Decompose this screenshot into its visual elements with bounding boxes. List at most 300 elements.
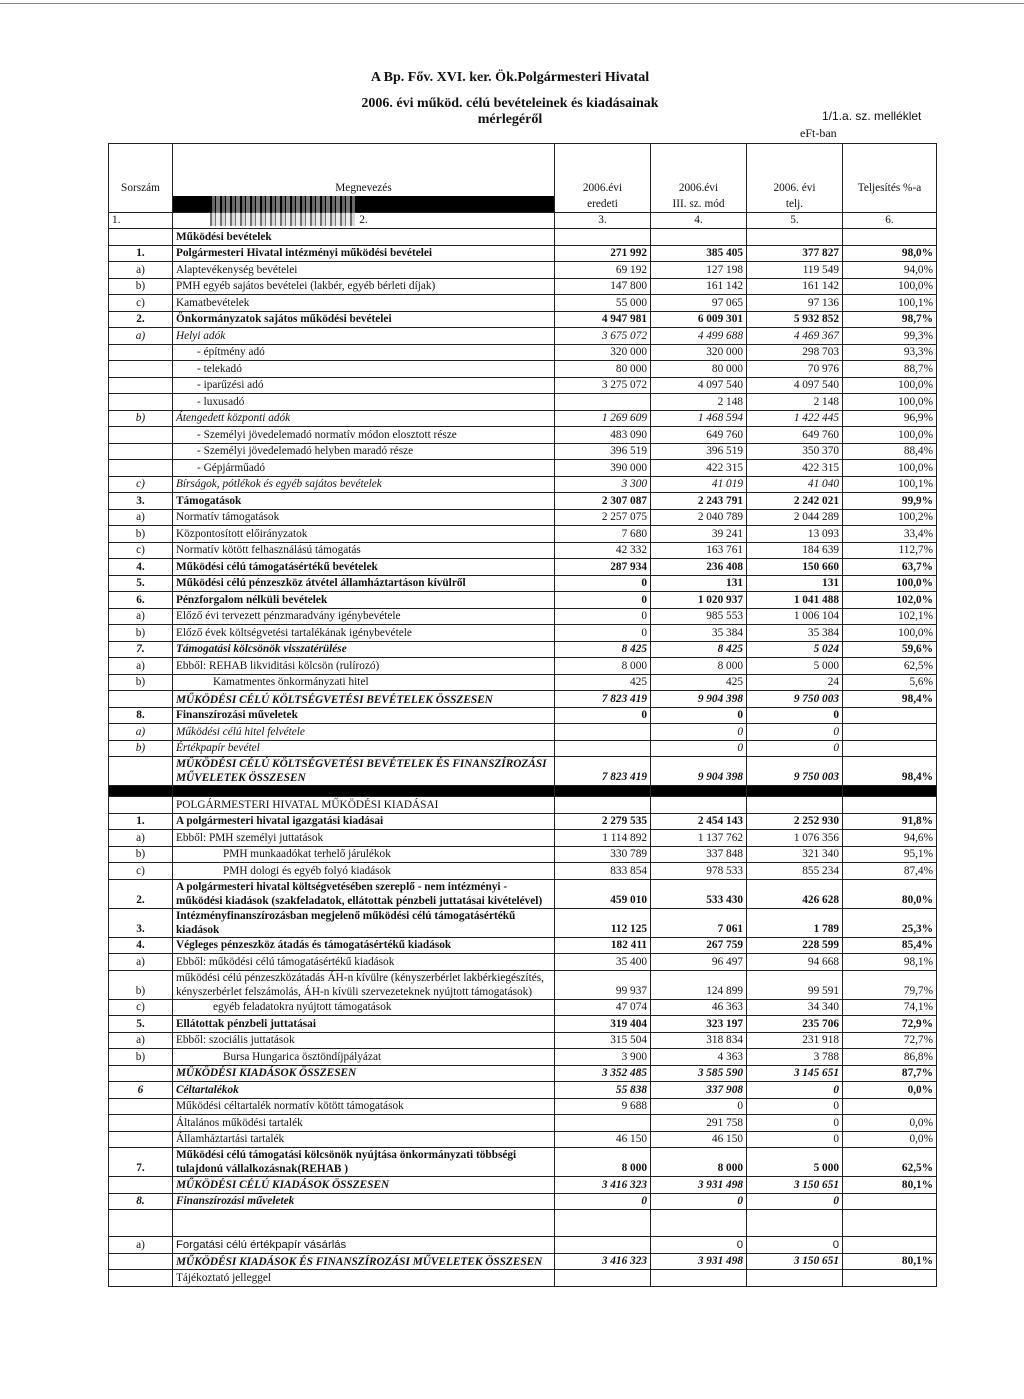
row-number: b) (109, 674, 173, 691)
row-number: 6. (109, 592, 173, 609)
row-number (109, 443, 173, 460)
table-row (109, 443, 937, 460)
value-modositott: 985 553 (651, 608, 747, 625)
value-teljesites: 9 750 003 (747, 757, 843, 786)
value-teljesites: 0 (747, 1115, 843, 1132)
value-modositott: 6 009 301 (651, 311, 747, 328)
table-row (109, 245, 937, 262)
value-modositott: 39 241 (651, 526, 747, 543)
value-eredeti: 35 400 (555, 954, 651, 971)
row-number: c) (109, 542, 173, 559)
row-label: - iparűzési adó (173, 377, 555, 394)
value-percent (843, 786, 937, 797)
value-eredeti: 112 125 (555, 908, 651, 937)
value-teljesites: 41 040 (747, 476, 843, 493)
value-percent: 100,0% (843, 625, 937, 642)
value-eredeti: 7 823 419 (555, 691, 651, 708)
value-percent: 25,3% (843, 908, 937, 937)
table-row (109, 863, 937, 880)
table-row (109, 937, 937, 954)
value-modositott: 1 468 594 (651, 410, 747, 427)
value-eredeti: 55 000 (555, 295, 651, 312)
colnum-6: 6. (843, 212, 937, 229)
value-modositott: 267 759 (651, 937, 747, 954)
value-percent: 100,0% (843, 427, 937, 444)
value-percent: 98,7% (843, 311, 937, 328)
row-number: b) (109, 1049, 173, 1066)
value-eredeti: 396 519 (555, 443, 651, 460)
table-row (109, 394, 937, 411)
value-percent: 79,7% (843, 970, 937, 999)
value-teljesites: 24 (747, 674, 843, 691)
value-modositott: 97 065 (651, 295, 747, 312)
col-mod-year: 2006.évi (651, 144, 747, 197)
row-label: PMH munkaadókat terhelő járulékok (173, 846, 555, 863)
value-percent: 100,0% (843, 460, 937, 477)
value-eredeti (555, 797, 651, 814)
table-row (109, 410, 937, 427)
value-modositott: 978 533 (651, 863, 747, 880)
row-number: 7. (109, 641, 173, 658)
table-row (109, 1131, 937, 1148)
row-number (109, 427, 173, 444)
row-label: Működési célú támogatási kölcsönök nyújtása önkormányzati többségi tulajdonú vállalkozásnak(REHAB ) (173, 1148, 555, 1177)
row-number: 7. (109, 1148, 173, 1177)
table-row (109, 1049, 937, 1066)
row-number: a) (109, 1032, 173, 1049)
row-label: Értékpapír bevétel (173, 740, 555, 757)
value-eredeti: 3 275 072 (555, 377, 651, 394)
table-row (109, 460, 937, 477)
table-row (109, 1082, 937, 1099)
col-eredeti: eredeti (555, 196, 651, 212)
value-eredeti: 425 (555, 674, 651, 691)
col-sorszam: Sorszám (109, 144, 173, 197)
row-number (109, 786, 173, 797)
value-teljesites: 3 145 651 (747, 1065, 843, 1082)
value-modositott (651, 797, 747, 814)
value-eredeti: 69 192 (555, 262, 651, 279)
row-number: a) (109, 608, 173, 625)
row-number (109, 460, 173, 477)
row-label: Pénzforgalom nélküli bevételek (173, 592, 555, 609)
value-modositott: 9 904 398 (651, 757, 747, 786)
value-eredeti: 0 (555, 707, 651, 724)
colnum-1: 1. (109, 212, 173, 229)
value-percent: 98,0% (843, 245, 937, 262)
table-row (109, 1016, 937, 1033)
value-teljesites: 1 076 356 (747, 830, 843, 847)
value-teljesites: 235 706 (747, 1016, 843, 1033)
value-teljesites: 3 150 651 (747, 1177, 843, 1194)
value-eredeti: 2 257 075 (555, 509, 651, 526)
value-teljesites: 5 000 (747, 1148, 843, 1177)
value-eredeti (555, 394, 651, 411)
row-number: c) (109, 863, 173, 880)
row-number (109, 1098, 173, 1115)
value-modositott: 35 384 (651, 625, 747, 642)
value-percent: 91,8% (843, 813, 937, 830)
table-row (109, 1032, 937, 1049)
value-modositott: 0 (651, 1098, 747, 1115)
row-label: Előző évek költségvetési tartalékának igénybevétele (173, 625, 555, 642)
value-modositott: 291 758 (651, 1115, 747, 1132)
value-teljesites: 1 006 104 (747, 608, 843, 625)
row-label: működési célú pénzeszközátadás ÁH-n kívülre (kényszerbérlet lakbérkiegészítés, kényszerbérlet felszámolás, ÁH-n kívüli szervezeteknek nyújtott támogatások) (173, 970, 555, 999)
value-percent: 94,0% (843, 262, 937, 279)
value-eredeti: 147 800 (555, 278, 651, 295)
unit-label: eFt-ban (800, 126, 837, 140)
row-label: PMH egyéb sajátos bevételei (lakbér, egyéb bérleti díjak) (173, 278, 555, 295)
row-number: 4. (109, 559, 173, 576)
value-eredeti: 3 675 072 (555, 328, 651, 345)
value-teljesites (747, 786, 843, 797)
value-modositott: 1 137 762 (651, 830, 747, 847)
value-eredeti: 3 416 323 (555, 1177, 651, 1194)
value-teljesites: 34 340 (747, 999, 843, 1016)
value-eredeti: 9 688 (555, 1098, 651, 1115)
value-modositott: 4 363 (651, 1049, 747, 1066)
value-teljesites (747, 1210, 843, 1237)
value-eredeti: 0 (555, 575, 651, 592)
table-row (109, 691, 937, 708)
value-teljesites: 0 (747, 1082, 843, 1099)
row-number: b) (109, 625, 173, 642)
value-modositott: 533 430 (651, 879, 747, 908)
table-row (109, 344, 937, 361)
value-modositott: 0 (651, 707, 747, 724)
table-row (109, 1148, 937, 1177)
value-modositott: 4 499 688 (651, 328, 747, 345)
value-percent: 62,5% (843, 658, 937, 675)
row-number: 3. (109, 908, 173, 937)
value-teljesites: 2 044 289 (747, 509, 843, 526)
table-row (109, 608, 937, 625)
table-row (109, 1098, 937, 1115)
row-label: Ellátottak pénzbeli juttatásai (173, 1016, 555, 1033)
value-percent: 63,7% (843, 559, 937, 576)
value-modositott: 649 760 (651, 427, 747, 444)
table-row (109, 575, 937, 592)
col-eredeti-year: 2006.évi (555, 144, 651, 197)
row-label: Helyi adók (173, 328, 555, 345)
value-percent: 100,0% (843, 377, 937, 394)
row-number: a) (109, 1237, 173, 1254)
row-number: 3. (109, 493, 173, 510)
row-label: Normatív támogatások (173, 509, 555, 526)
table-body (109, 229, 937, 1287)
row-label: Működési célú pénzeszköz átvétel államháztartáson kívülről (173, 575, 555, 592)
value-teljesites: 9 750 003 (747, 691, 843, 708)
value-teljesites: 1 789 (747, 908, 843, 937)
table-row (109, 1270, 937, 1287)
value-eredeti: 0 (555, 625, 651, 642)
value-modositott: 8 000 (651, 658, 747, 675)
value-teljesites: 5 932 852 (747, 311, 843, 328)
value-percent (843, 1098, 937, 1115)
value-teljesites: 3 150 651 (747, 1253, 843, 1270)
table-row (109, 1253, 937, 1270)
value-teljesites: 649 760 (747, 427, 843, 444)
value-teljesites: 298 703 (747, 344, 843, 361)
table-row (109, 797, 937, 814)
row-label: Államháztartási tartalék (173, 1131, 555, 1148)
value-teljesites: 13 093 (747, 526, 843, 543)
value-teljesites: 0 (747, 1098, 843, 1115)
table-row (109, 427, 937, 444)
value-percent: 100,0% (843, 575, 937, 592)
value-modositott: 161 142 (651, 278, 747, 295)
value-percent: 100,0% (843, 394, 937, 411)
row-label: Támogatások (173, 493, 555, 510)
row-number: c) (109, 295, 173, 312)
value-eredeti: 3 352 485 (555, 1065, 651, 1082)
value-teljesites: 70 976 (747, 361, 843, 378)
value-eredeti: 0 (555, 1193, 651, 1210)
value-percent: 5,6% (843, 674, 937, 691)
value-percent (843, 1270, 937, 1287)
row-number: a) (109, 830, 173, 847)
header-row (109, 144, 937, 197)
row-number: 2. (109, 879, 173, 908)
row-number (109, 394, 173, 411)
value-eredeti: 8 000 (555, 1148, 651, 1177)
value-eredeti: 3 900 (555, 1049, 651, 1066)
value-percent: 98,1% (843, 954, 937, 971)
value-eredeti: 1 269 609 (555, 410, 651, 427)
row-label (173, 786, 555, 797)
value-modositott: 96 497 (651, 954, 747, 971)
row-label: Végleges pénzeszköz átadás és támogatásértékű kiadások (173, 937, 555, 954)
row-number (109, 1065, 173, 1082)
row-number: 4. (109, 937, 173, 954)
value-modositott: 323 197 (651, 1016, 747, 1033)
row-label: Támogatási kölcsönök visszatérülése (173, 641, 555, 658)
row-label (173, 1210, 555, 1237)
value-modositott: 0 (651, 740, 747, 757)
row-label: - Személyi jövedelemadó normatív módon elosztott része (173, 427, 555, 444)
col-percent-sub (843, 196, 937, 212)
value-teljesites: 350 370 (747, 443, 843, 460)
row-label: Intézményfinanszírozásban megjelenő működési célú támogatásértékű kiadások (173, 908, 555, 937)
col-percent: Teljesítés %-a (843, 144, 937, 197)
value-modositott: 41 019 (651, 476, 747, 493)
value-eredeti: 287 934 (555, 559, 651, 576)
row-number: a) (109, 658, 173, 675)
value-teljesites (747, 1270, 843, 1287)
row-number: b) (109, 526, 173, 543)
value-eredeti: 271 992 (555, 245, 651, 262)
value-modositott: 2 148 (651, 394, 747, 411)
row-label: Előző évi tervezett pénzmaradvány igénybevétele (173, 608, 555, 625)
table-row (109, 879, 937, 908)
value-percent: 0,0% (843, 1082, 937, 1099)
value-teljesites: 94 668 (747, 954, 843, 971)
colnum-3: 3. (555, 212, 651, 229)
row-label: POLGÁRMESTERI HIVATAL MŰKÖDÉSI KIADÁSAI (173, 797, 555, 814)
row-number: a) (109, 509, 173, 526)
table-row (109, 295, 937, 312)
row-number: 1. (109, 813, 173, 830)
value-modositott: 422 315 (651, 460, 747, 477)
value-teljesites: 150 660 (747, 559, 843, 576)
row-label: - luxusadó (173, 394, 555, 411)
row-label: MŰKÖDÉSI CÉLÚ KÖLTSÉGVETÉSI BEVÉTELEK ÉS FINANSZÍROZÁSI MŰVELETEK ÖSSZESEN (173, 757, 555, 786)
table-row (109, 1237, 937, 1254)
table-row (109, 641, 937, 658)
row-label: Működési céltartalék normatív kötött támogatások (173, 1098, 555, 1115)
table-row (109, 1210, 937, 1237)
row-number (109, 344, 173, 361)
value-eredeti: 0 (555, 592, 651, 609)
row-number: b) (109, 846, 173, 863)
value-percent: 87,4% (843, 863, 937, 880)
value-teljesites: 321 340 (747, 846, 843, 863)
value-percent: 100,0% (843, 278, 937, 295)
value-modositott: 163 761 (651, 542, 747, 559)
value-eredeti (555, 724, 651, 741)
value-teljesites: 1 041 488 (747, 592, 843, 609)
value-percent: 102,1% (843, 608, 937, 625)
value-teljesites: 0 (747, 740, 843, 757)
value-modositott: 80 000 (651, 361, 747, 378)
value-eredeti: 42 332 (555, 542, 651, 559)
value-teljesites: 184 639 (747, 542, 843, 559)
value-modositott: 236 408 (651, 559, 747, 576)
table-row (109, 229, 937, 246)
value-percent: 98,4% (843, 757, 937, 786)
row-number: 8. (109, 1193, 173, 1210)
row-label: egyéb feladatokra nyújtott támogatások (173, 999, 555, 1016)
table-row (109, 592, 937, 609)
value-eredeti: 833 854 (555, 863, 651, 880)
value-modositott: 131 (651, 575, 747, 592)
value-modositott: 0 (651, 1237, 747, 1254)
col-mod: III. sz. mód (651, 196, 747, 212)
table-row (109, 674, 937, 691)
value-percent: 80,1% (843, 1253, 937, 1270)
value-percent: 112,7% (843, 542, 937, 559)
row-number (109, 229, 173, 246)
value-eredeti: 55 838 (555, 1082, 651, 1099)
row-label: Bírságok, pótlékok és egyéb sajátos bevételek (173, 476, 555, 493)
value-percent: 72,7% (843, 1032, 937, 1049)
value-eredeti: 47 074 (555, 999, 651, 1016)
row-label: - Személyi jövedelemadó helyben maradó része (173, 443, 555, 460)
table-row (109, 830, 937, 847)
row-number (109, 377, 173, 394)
value-eredeti: 459 010 (555, 879, 651, 908)
table-row (109, 846, 937, 863)
colnum-2: 2. (173, 212, 555, 229)
row-number: a) (109, 328, 173, 345)
row-label: Finanszírozási műveletek (173, 707, 555, 724)
table-row (109, 1193, 937, 1210)
row-label: Polgármesteri Hivatal intézményi működési bevételei (173, 245, 555, 262)
row-number (109, 691, 173, 708)
value-percent: 0,0% (843, 1131, 937, 1148)
value-teljesites: 231 918 (747, 1032, 843, 1049)
value-eredeti: 3 416 323 (555, 1253, 651, 1270)
row-label: Alaptevékenység bevételei (173, 262, 555, 279)
value-modositott: 3 931 498 (651, 1177, 747, 1194)
value-percent: 72,9% (843, 1016, 937, 1033)
value-eredeti: 8 000 (555, 658, 651, 675)
value-teljesites: 99 591 (747, 970, 843, 999)
table-row (109, 1115, 937, 1132)
value-percent: 80,0% (843, 879, 937, 908)
value-modositott: 8 000 (651, 1148, 747, 1177)
value-teljesites: 377 827 (747, 245, 843, 262)
row-label: Ebből: PMH személyi juttatások (173, 830, 555, 847)
row-number (109, 1253, 173, 1270)
row-label: A polgármesteri hivatal igazgatási kiadásai (173, 813, 555, 830)
table-row (109, 262, 937, 279)
row-number (109, 1115, 173, 1132)
row-label: - építmény adó (173, 344, 555, 361)
value-modositott: 385 405 (651, 245, 747, 262)
table-row (109, 999, 937, 1016)
value-eredeti: 4 947 981 (555, 311, 651, 328)
value-modositott: 2 454 143 (651, 813, 747, 830)
value-eredeti: 80 000 (555, 361, 651, 378)
value-teljesites: 97 136 (747, 295, 843, 312)
value-percent: 86,8% (843, 1049, 937, 1066)
value-modositott: 337 848 (651, 846, 747, 863)
table-row (109, 278, 937, 295)
value-teljesites: 3 788 (747, 1049, 843, 1066)
table-row (109, 542, 937, 559)
row-number (109, 757, 173, 786)
row-label: Bursa Hungarica ösztöndíjpályázat (173, 1049, 555, 1066)
row-label: - Gépjárműadó (173, 460, 555, 477)
value-eredeti: 320 000 (555, 344, 651, 361)
table-row (109, 625, 937, 642)
row-label: PMH dologi és egyéb folyó kiadások (173, 863, 555, 880)
value-modositott: 127 198 (651, 262, 747, 279)
value-teljesites: 0 (747, 1193, 843, 1210)
row-number: c) (109, 476, 173, 493)
value-modositott: 320 000 (651, 344, 747, 361)
value-eredeti: 483 090 (555, 427, 651, 444)
value-teljesites: 5 000 (747, 658, 843, 675)
value-modositott: 4 097 540 (651, 377, 747, 394)
value-percent: 59,6% (843, 641, 937, 658)
value-percent: 33,4% (843, 526, 937, 543)
value-percent: 100,1% (843, 295, 937, 312)
value-percent: 80,1% (843, 1177, 937, 1194)
table-row (109, 509, 937, 526)
value-eredeti: 390 000 (555, 460, 651, 477)
row-number: b) (109, 740, 173, 757)
col-telj: telj. (747, 196, 843, 212)
value-modositott (651, 229, 747, 246)
value-modositott: 2 243 791 (651, 493, 747, 510)
value-percent: 0,0% (843, 1115, 937, 1132)
value-teljesites: 1 422 445 (747, 410, 843, 427)
value-modositott: 1 020 937 (651, 592, 747, 609)
value-modositott: 46 363 (651, 999, 747, 1016)
value-percent: 88,4% (843, 443, 937, 460)
table-row (109, 328, 937, 345)
value-modositott: 3 585 590 (651, 1065, 747, 1082)
row-label: MŰKÖDÉSI CÉLÚ KÖLTSÉGVETÉSI BEVÉTELEK ÖSSZESEN (173, 691, 555, 708)
table-row (109, 361, 937, 378)
col-megnevezes: Megnevezés (173, 144, 555, 197)
row-label: Önkormányzatok sajátos működési bevételei (173, 311, 555, 328)
value-modositott: 337 908 (651, 1082, 747, 1099)
row-label: Ebből: szociális juttatások (173, 1032, 555, 1049)
